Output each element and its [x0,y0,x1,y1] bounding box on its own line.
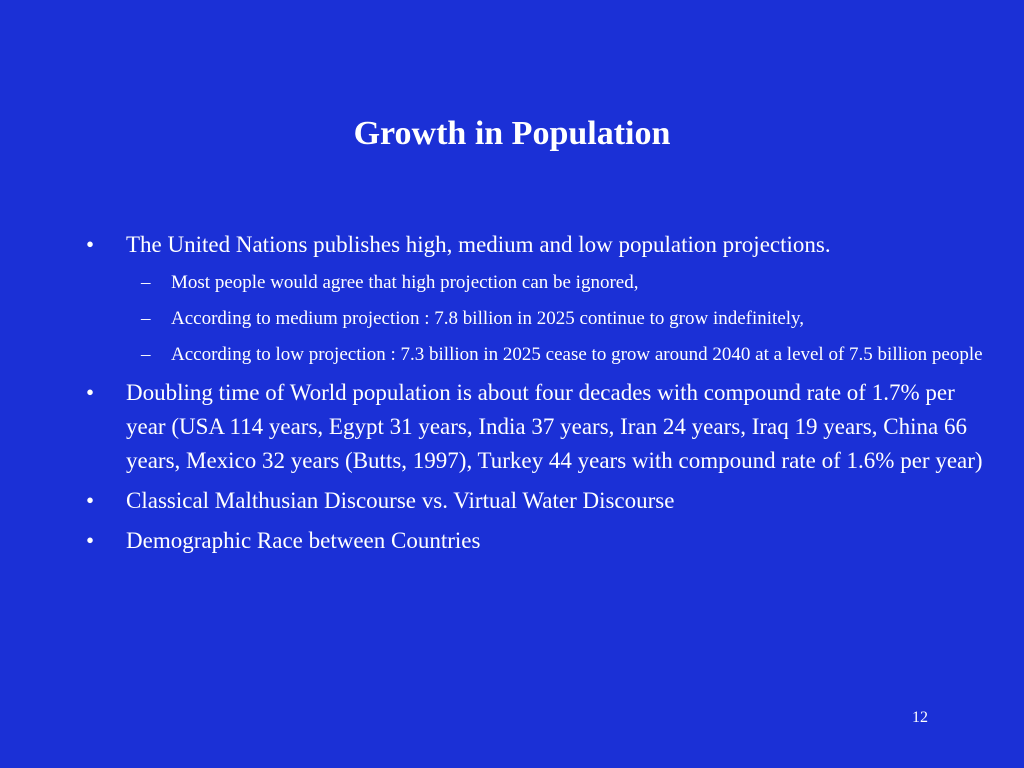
dash-icon: – [141,344,151,365]
bullet-item [86,524,986,558]
bullet-item [86,484,986,518]
bullet-icon: • [86,528,95,553]
sub-bullet-text: Most people would agree that high projection can be ignored, [171,272,639,293]
page-number: 12 [912,709,928,726]
sub-bullet-list [86,268,986,370]
sub-bullet-text: According to medium projection : 7.8 billion in 2025 continue to grow indefinitely, [171,308,805,329]
bullet-icon: • [86,380,95,405]
bullet-list [86,228,986,564]
slide-title: Growth in Population [353,115,671,152]
bullet-text: Demographic Race between Countries [126,528,481,553]
bullet-text: Doubling time of World population is about four decades with compound rate of 1.7% per year (USA 114 years, Egypt 31 years, India 37 years, Iran 24 years, Iraq 19 years, China 66 years, Mexico 32 years (Butts, 1997), Turkey 44 years with compound rate of 1.6% per year) [126,380,983,473]
bullet-text: The United Nations publishes high, medium and low population projections. [126,232,831,257]
dash-icon: – [141,272,151,293]
bullet-icon: • [86,232,95,257]
sub-bullet-item [86,304,986,334]
sub-bullet-text: According to low projection : 7.3 billion in 2025 cease to grow around 2040 at a level of 7.5 billion people [171,344,983,365]
bullet-item [86,376,986,478]
bullet-text: Classical Malthusian Discourse vs. Virtual Water Discourse [126,488,675,513]
sub-bullet-item [86,340,986,370]
dash-icon: – [141,308,151,329]
bullet-icon: • [86,488,95,513]
sub-bullet-item [86,268,986,298]
bullet-item [86,228,986,262]
